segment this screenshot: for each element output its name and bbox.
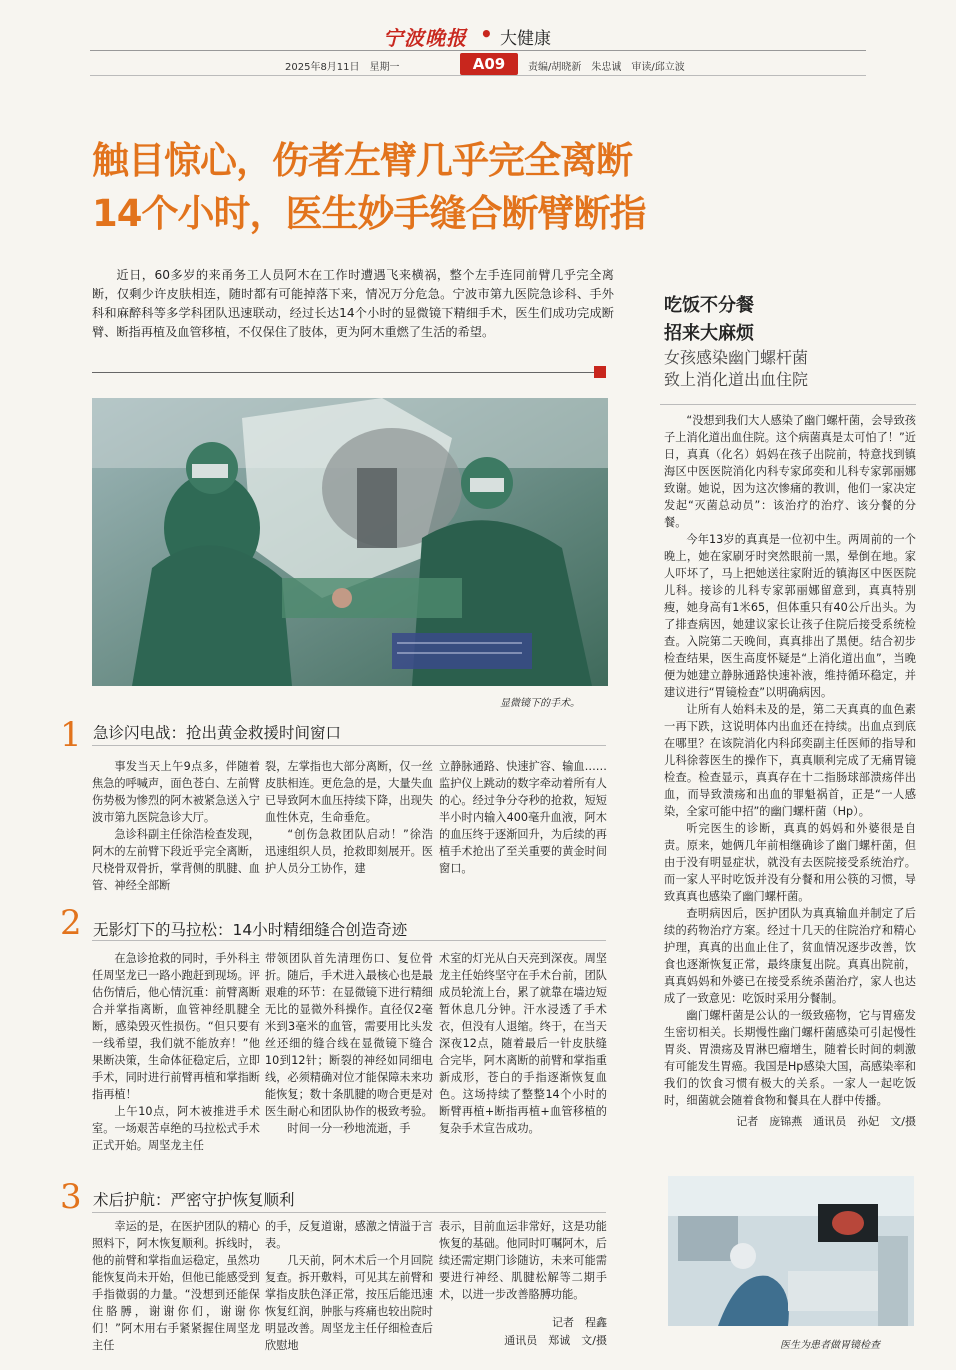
paragraph: 听完医生的诊断，真真的妈妈和外婆很是自责。原来，她俩几年前相继确诊了幽门螺杆菌，但由于没有明显症状，就没有去医院接受系统治疗。而一家人平时吃饭并没有分餐和用公筷的习惯，导致真真也感染了幽门螺杆菌。 xyxy=(664,822,916,903)
endoscopy-photo xyxy=(668,1176,914,1326)
surgery-photo xyxy=(92,398,608,686)
side-story-rule xyxy=(660,404,916,405)
paragraph: “创伤急救团队启动！”徐浩迅速组织人员，抢救即刻展开。医护人员分工协作，建 xyxy=(265,828,433,875)
section-3-column-2 xyxy=(265,1218,433,1354)
section-3-number: 3 xyxy=(60,1177,82,1217)
endoscopy-photo-illustration xyxy=(668,1176,914,1326)
headline-line-1: 触目惊心，伤者左臂几乎完全离断 xyxy=(92,139,632,182)
paragraph: 急诊科副主任徐浩检查发现，阿木的左前臂下段近乎完全离断，尺桡骨双骨折，掌背侧的肌腱、血管、神经全部断 xyxy=(92,828,260,892)
side-story-byline: 记者 庞锦燕 通讯员 孙妃 文/摄 xyxy=(736,1115,916,1128)
surgery-photo-caption: 显微镜下的手术。 xyxy=(500,698,580,709)
paragraph: 事发当天上午9点多，伴随着焦急的呼喊声，面色苍白、左前臂伤势极为惨烈的阿木被紧急送入宁波市第九医院急诊大厅。 xyxy=(92,760,260,824)
headline-line-2: 14个小时，医生妙手缝合断臂断指 xyxy=(92,192,646,235)
paragraph: 让所有人始料未及的是，第二天真真的血色素一再下跌，这说明体内出血还在持续。出血点到底在哪里？在该院消化内科邱奕副主任医师的指导和儿科徐蓉医生的操作下，真真顺利完成了无痛胃镜检查。检查显示，真真存在十二指肠球部溃疡伴出血，而导致溃疡和出血的罪魁祸首，正是“一人感染，全家可能中招”的幽门螺杆菌（Hp）。 xyxy=(664,703,916,818)
paragraph: 立静脉通路、快速扩容、输血……监护仪上跳动的数字牵动着所有人的心。经过争分夺秒的抢救，短短半小时内输入400毫升血液，阿木的血压终于逐渐回升，为后续的再植手术抢出了至关重要的黄金时间窗口。 xyxy=(439,760,607,875)
paragraph: 今年13岁的真真是一位初中生。两周前的一个晚上，她在家刷牙时突然眼前一黑，晕倒在地。家人吓坏了，马上把她送往家附近的镇海区中医医院儿科。接诊的儿科专家郭丽娜留意到，真真特别瘦，她身高有1米65，但体重只有40公斤出头。为了排查病因，她建议家长让孩子住院后接受系统检查。入院第二天晚间，真真排出了黑便。结合初步检查结果，医生高度怀疑是“上消化道出血”，当晚便为她建立静脉通路快速补液，维持循环稳定，并建议进行“胃镜检查”以明确病因。 xyxy=(664,533,916,699)
section-3-column-3 xyxy=(439,1218,607,1303)
paragraph: 上午10点，阿木被推进手术室。一场艰苦卓绝的马拉松式手术正式开始。周坚龙主任 xyxy=(92,1105,260,1152)
side-story-subtitle xyxy=(664,347,808,391)
section-2-column-2 xyxy=(265,950,433,1137)
lead-divider-square xyxy=(594,366,606,378)
surgery-photo-illustration xyxy=(92,398,608,686)
paragraph: 的手，反复道谢，感激之情溢于言表。 xyxy=(265,1220,433,1250)
side-story-title xyxy=(664,292,754,348)
paragraph: “没想到我们大人感染了幽门螺杆菌，会导致孩子上消化道出血住院。这个病菌真是太可怕了！”近日，真真（化名）妈妈在孩子出院前，特意找到镇海区中医医院消化内科专家邱奕和儿科专家郭丽娜致谢。她说，因为这次惨痛的教训，他们一家决定发起“灭菌总动员”：该治疗的治疗、该分餐的分餐。 xyxy=(664,414,916,529)
paragraph: 查明病因后，医护团队为真真输血并制定了后续的药物治疗方案。经过十几天的住院治疗和精心护理，真真的出血止住了，贫血情况逐步改善，饮食也逐渐恢复正常，最终康复出院。真真出院前，真真妈妈和外婆已在接受系统杀菌治疗，家人也达成了一致意见：吃饭时采用分餐制。 xyxy=(664,907,916,1005)
section-name: 大健康 xyxy=(500,29,551,49)
section-1-number: 1 xyxy=(60,715,82,755)
section-2-column-3 xyxy=(439,950,607,1137)
paragraph: 带领团队首先清理伤口、复位骨折。随后，手术进入最核心也是最艰难的环节：在显微镜下进行精细无比的显微外科操作。直径仅2毫米到3毫米的血管，需要用比头发丝还细的缝合线在显微镜下缝合10到12针；断裂的神经如同细电线，必须精确对位才能保障未来功能恢复；数十条肌腱的吻合更是对医生耐心和团队协作的极致考验。 xyxy=(265,952,433,1118)
byline-reporter: 记者 程鑫 xyxy=(552,1316,607,1329)
paragraph: 裂，左掌指也大部分离断，仅一丝皮肤相连。更危急的是，大量失血已导致阿木血压持续下降，出现失血性休克，生命垂危。 xyxy=(265,760,433,824)
paragraph: 几天前，阿木术后一个月回院复查。拆开敷料，可见其左前臂和掌指皮肤色泽正常，按压后能迅速恢复红润，肿胀与疼痛也较出院时明显改善。周坚龙主任仔细检查后欣慰地 xyxy=(265,1254,433,1352)
side-title-line-1: 吃饭不分餐 xyxy=(664,295,754,316)
section-3-title: 术后护航：严密守护恢复顺利 xyxy=(93,1191,295,1209)
section-2-column-1 xyxy=(92,950,260,1154)
lead-paragraph: 近日，60多岁的来甬务工人员阿木在工作时遭遇飞来横祸，整个左手连同前臂几乎完全离断，仅剩少许皮肤相连，随时都有可能掉落下来，情况万分危急。宁波市第九医院急诊科、手外科和麻醉科等多学科团队迅速联动，经过长达14个小时的显微镜下精细手术，医生们成功完成断臂、断指再植及血管移植，不仅保住了肢体，更为阿木重燃了生活的希望。 xyxy=(92,268,614,339)
paragraph: 时间一分一秒地流逝，手 xyxy=(287,1122,411,1135)
page-number-badge: A09 xyxy=(460,53,518,75)
paragraph: 术室的灯光从白天亮到深夜。周坚龙主任始终坚守在手术台前，团队成员轮流上台，累了就靠在墙边短暂休息几分钟。汗水浸透了手术衣，但没有人退缩。终于，在当天深夜12点，随着最后一针皮肤缝合完毕，阿木离断的前臂和掌指重新成形，苍白的手指逐渐恢复血色。这场持续了整整14个小时的断臂再植+断指再植+血管移植的复杂手术宣告成功。 xyxy=(439,952,607,1135)
section-2-number: 2 xyxy=(60,903,82,943)
paragraph: 幽门螺杆菌是公认的一级致癌物，它与胃癌发生密切相关。长期慢性幽门螺杆菌感染可引起慢性胃炎、胃溃疡及胃淋巴瘤增生，随着长时间的刺激有可能发生胃癌。我国是Hp感染大国，高感染率和我们的饮食习惯有极大的关系。一家人一起吃饭时，细菌就会随着食物和餐具在人群中传播。 xyxy=(664,1009,916,1107)
side-story-body xyxy=(664,412,916,1131)
section-3-rule xyxy=(92,1212,606,1213)
section-3-column-1 xyxy=(92,1218,260,1354)
section-3-byline xyxy=(439,1314,607,1350)
editor-credits: 责编/胡晓新 朱忠诚 审读/邱立波 xyxy=(528,62,685,73)
main-headline xyxy=(92,134,852,240)
paragraph: 在急诊抢救的同时，手外科主任周坚龙已一路小跑赶到现场。评估伤情后，他心情沉重：前臂离断合并掌指离断，血管神经肌腱全断，感染毁灭性损伤。“但只要有一线希望，我们就不能放弃！”他果断决策，生命体征稳定后，立即手术，同时进行前臂再植和掌指断指再植！ xyxy=(92,952,260,1101)
section-1-column-1 xyxy=(92,758,260,894)
masthead-rule-bottom xyxy=(90,75,866,76)
masthead-dot: • xyxy=(480,22,493,46)
newspaper-logo: 宁波晚报 xyxy=(383,26,467,50)
byline-correspondent: 通讯员 郑诚 文/摄 xyxy=(504,1334,607,1347)
side-title-line-2: 招来大麻烦 xyxy=(664,323,754,344)
section-2-rule xyxy=(92,940,606,941)
section-1-column-2 xyxy=(265,758,433,877)
section-2-title: 无影灯下的马拉松：14小时精细缝合创造奇迹 xyxy=(93,921,408,939)
paragraph: 表示，目前血运非常好，这是功能恢复的基础。他同时叮嘱阿木，后续还需定期门诊随访，未来可能需要进行神经、肌腱松解等二期手术，以进一步改善胳膊功能。 xyxy=(439,1220,607,1301)
section-1-rule xyxy=(92,745,606,746)
lead-divider xyxy=(92,372,598,373)
side-subtitle-line-2: 致上消化道出血住院 xyxy=(664,370,809,389)
endoscopy-photo-caption: 医生为患者做胃镜检查 xyxy=(780,1340,880,1351)
masthead-rule xyxy=(90,50,866,51)
section-1-column-3 xyxy=(439,758,607,877)
issue-date: 2025年8月11日 星期一 xyxy=(285,62,400,73)
side-subtitle-line-1: 女孩感染幽门螺杆菌 xyxy=(664,348,809,367)
paragraph: 幸运的是，在医护团队的精心照料下，阿木恢复顺利。拆线时，他的前臂和掌指血运稳定，虽然功能恢复尚未开始，但他已能感受到手指微弱的力量。“没想到还能保住胳膊，谢谢你们，谢谢你们！”阿木用右手紧紧握住周坚龙主任 xyxy=(92,1220,260,1352)
section-1-title: 急诊闪电战：抢出黄金救援时间窗口 xyxy=(93,724,342,742)
